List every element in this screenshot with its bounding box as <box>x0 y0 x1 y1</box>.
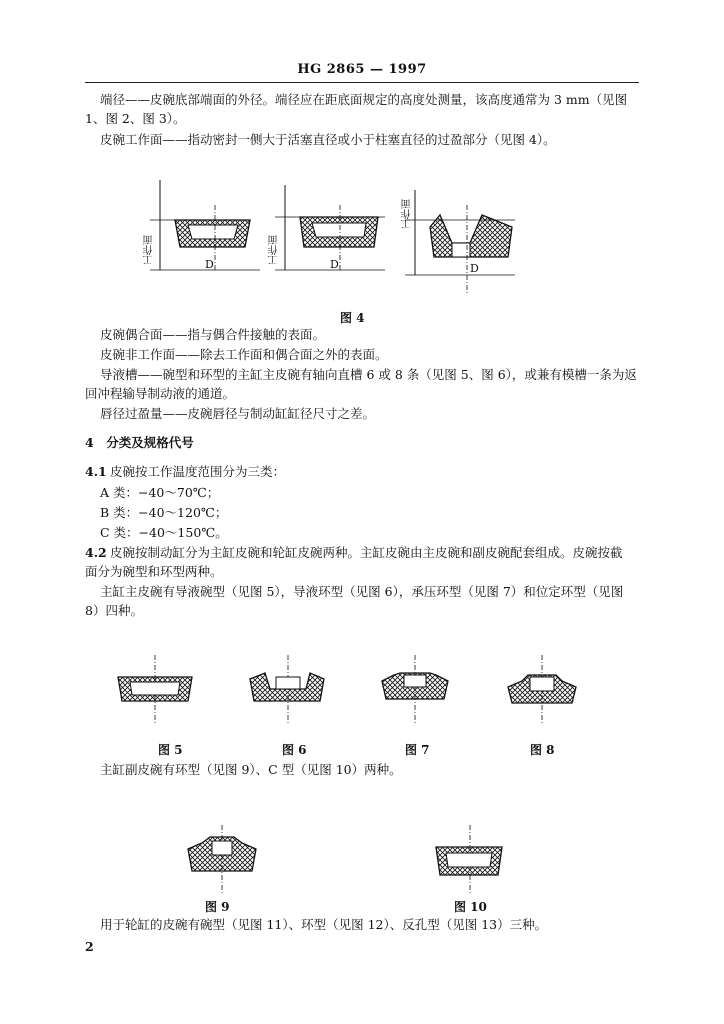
figure-5-caption: 图 5 <box>158 743 183 757</box>
working-face-definition: 皮碗工作面——指动密封一侧大于活塞直径或小于柱塞直径的过盈部分（见图 4）。 <box>100 132 556 147</box>
figure-10-caption: 图 10 <box>454 900 487 914</box>
figure-9-caption: 图 9 <box>205 900 230 914</box>
class-c-item: C 类：−40～150℃。 <box>100 525 228 540</box>
fig4-working-face-label-1: 工作面 <box>144 235 155 265</box>
clause-4-1-number: 4.1 <box>85 464 107 479</box>
figures-9-10-drawing <box>180 825 540 895</box>
standard-number: HG 2865 — 1997 <box>297 62 427 77</box>
groove-definition-line2: 回冲程输导制动液的通道。 <box>85 386 236 401</box>
figure-4-caption: 图 4 <box>340 311 365 325</box>
fig4-d-label-2: D <box>330 258 339 271</box>
figure-6-caption: 图 6 <box>282 743 307 757</box>
clause-4-2-line3: 主缸主皮碗有导液碗型（见图 5），导液环型（见图 6），承压环型（见图 7）和位定环型（见图 <box>100 584 624 599</box>
fig4-d-label-1: D <box>205 258 214 271</box>
figures-5-8-drawing <box>110 655 630 735</box>
fig4-d-label-3: D <box>470 262 479 275</box>
end-diameter-definition-line1: 端径——皮碗底部端面的外径。端径应在距底面规定的高度处测量，该高度通常为 3 mm（见图 <box>100 92 628 107</box>
header-rule <box>85 82 639 83</box>
mating-face-definition: 皮碗偶合面——指与偶合件接触的表面。 <box>100 327 326 342</box>
section-4-title: 4 分类及规格代号 <box>85 435 194 450</box>
figure-4 <box>130 175 530 305</box>
clause-4-2-line1: 皮碗按制动缸分为主缸皮碗和轮缸皮碗两种。主缸皮碗由主皮碗和副皮碗配套组成。皮碗按截 <box>110 545 623 560</box>
figure-4-drawing <box>130 175 530 305</box>
clause-4-1-text: 皮碗按工作温度范围分为三类： <box>110 464 286 479</box>
figure-7-caption: 图 7 <box>405 743 430 757</box>
page-number: 2 <box>85 939 94 954</box>
fig4-working-face-label-3: 工作面 <box>402 199 413 229</box>
figure-8-caption: 图 8 <box>530 743 555 757</box>
secondary-cup-text: 主缸副皮碗有环型（见图 9）、C 型（见图 10）两种。 <box>100 762 402 777</box>
fig4-working-face-label-2: 工作面 <box>269 235 280 265</box>
non-working-face-definition: 皮碗非工作面——除去工作面和偶合面之外的表面。 <box>100 347 388 362</box>
class-a-item: A 类：−40～70℃； <box>100 485 220 500</box>
groove-definition-line1: 导液槽——碗型和环型的主缸主皮碗有轴向直槽 6 或 8 条（见图 5、图 6），或兼有模槽一条为返 <box>100 367 637 382</box>
clause-4-2-line4: 8）四种。 <box>85 603 143 618</box>
end-diameter-definition-line2: 1、图 2、图 3）。 <box>85 111 186 126</box>
clause-4-2-line2: 面分为碗型和环型两种。 <box>85 564 223 579</box>
clause-4-2-number: 4.2 <box>85 545 107 560</box>
wheel-cup-text: 用于轮缸的皮碗有碗型（见图 11）、环型（见图 12）、反孔型（见图 13）三种。 <box>100 917 548 932</box>
lip-interference-definition: 唇径过盈量——皮碗唇径与制动缸缸径尺寸之差。 <box>100 406 376 421</box>
class-b-item: B 类：−40～120℃； <box>100 505 228 520</box>
